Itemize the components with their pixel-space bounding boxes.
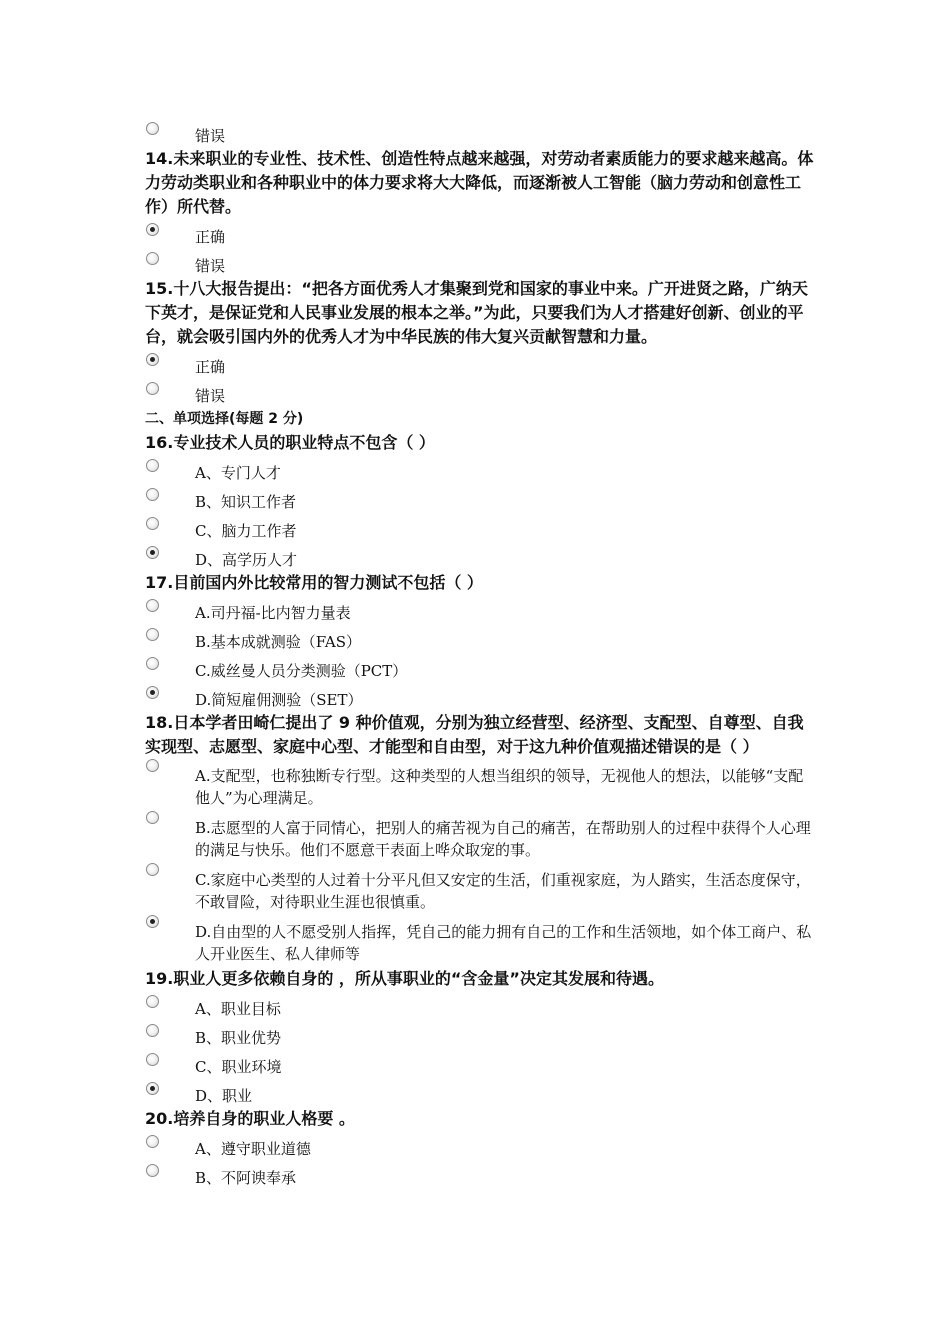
answer-option[interactable]: [145, 915, 815, 967]
option-label: 错误: [195, 257, 226, 275]
question-text: 18.日本学者田崎仁提出了 9 种价值观，分别为独立经营型、经济型、支配型、自尊型、自我实现型、志愿型、家庭中心型、才能型和自由型，对于这九种价值观描述错误的是（ ）: [145, 713, 804, 756]
radio-checked-icon[interactable]: [146, 1082, 159, 1095]
radio-unchecked-icon[interactable]: [146, 1053, 159, 1066]
answer-option[interactable]: [145, 863, 815, 915]
radio-unchecked-icon[interactable]: [146, 517, 159, 530]
option-label: D、高学历人才: [195, 551, 298, 569]
option-label: 正确: [195, 358, 226, 376]
radio-checked-icon[interactable]: [146, 223, 159, 236]
answer-option[interactable]: [145, 248, 815, 277]
option-label: B、不阿谀奉承: [195, 1169, 297, 1187]
radio-unchecked-icon[interactable]: [146, 382, 159, 395]
question-text: 19.职业人更多依赖自身的 ，所从事职业的“含金量”决定其发展和待遇。: [145, 969, 664, 988]
option-label: D.自由型的人不愿受别人指挥，凭自己的能力拥有自己的工作和生活领地，如个体工商户、私人开业医生、私人律师等: [195, 923, 812, 963]
radio-checked-icon[interactable]: [146, 353, 159, 366]
answer-option[interactable]: [145, 513, 815, 542]
option-label: B.基本成就测验（FAS）: [195, 633, 362, 651]
answer-option[interactable]: [145, 759, 815, 811]
option-label: C.威丝曼人员分类测验（PCT）: [195, 662, 408, 680]
answer-option[interactable]: [145, 1078, 815, 1107]
option-label: D、职业: [195, 1087, 253, 1105]
option-label: 正确: [195, 228, 226, 246]
option-label: C、脑力工作者: [195, 522, 297, 540]
option-label: B、知识工作者: [195, 493, 297, 511]
radio-unchecked-icon[interactable]: [146, 657, 159, 670]
option-label: A、遵守职业道德: [195, 1140, 311, 1158]
answer-option[interactable]: [145, 349, 815, 378]
question-text: 16.专业技术人员的职业特点不包含（ ）: [145, 433, 435, 452]
radio-unchecked-icon[interactable]: [146, 488, 159, 501]
radio-checked-icon[interactable]: [146, 686, 159, 699]
answer-option[interactable]: [145, 378, 815, 407]
section-heading: 二、单项选择(每题 2 分): [145, 411, 304, 427]
radio-unchecked-icon[interactable]: [146, 1024, 159, 1037]
option-label: C、职业环境: [195, 1058, 282, 1076]
radio-unchecked-icon[interactable]: [146, 1164, 159, 1177]
option-label: A、职业目标: [195, 1000, 281, 1018]
question-text: 14.未来职业的专业性、技术性、创造性特点越来越强，对劳动者素质能力的要求越来越高。体力劳动类职业和各种职业中的体力要求将大大降低，而逐渐被人工智能（脑力劳动和创意性工作）所代替。: [145, 149, 814, 216]
radio-unchecked-icon[interactable]: [146, 811, 159, 824]
answer-option[interactable]: [145, 1020, 815, 1049]
question-text: 15.十八大报告提出：“把各方面优秀人才集聚到党和国家的事业中来。广开进贤之路，广纳天下英才，是保证党和人民事业发展的根本之举。”为此，只要我们为人才搭建好创新、创业的平台，就会吸引国内外的优秀人才为中华民族的伟大复兴贡献智慧和力量。: [145, 279, 808, 346]
answer-option[interactable]: [145, 118, 815, 147]
answer-option[interactable]: [145, 219, 815, 248]
option-label: A、专门人才: [195, 464, 281, 482]
radio-unchecked-icon[interactable]: [146, 599, 159, 612]
radio-unchecked-icon[interactable]: [146, 628, 159, 641]
option-label: D.简短雇佣测验（SET）: [195, 691, 363, 709]
answer-option[interactable]: [145, 811, 815, 863]
option-label: A.司丹福-比内智力量表: [195, 604, 351, 622]
radio-unchecked-icon[interactable]: [146, 863, 159, 876]
radio-unchecked-icon[interactable]: [146, 122, 159, 135]
radio-unchecked-icon[interactable]: [146, 759, 159, 772]
radio-unchecked-icon[interactable]: [146, 252, 159, 265]
question-text: 20.培养自身的职业人格要 。: [145, 1109, 355, 1128]
answer-option[interactable]: [145, 455, 815, 484]
option-label: 错误: [195, 127, 226, 145]
radio-checked-icon[interactable]: [146, 546, 159, 559]
exam-page: [145, 118, 815, 1189]
answer-option[interactable]: [145, 624, 815, 653]
answer-option[interactable]: [145, 1160, 815, 1189]
answer-option[interactable]: [145, 484, 815, 513]
radio-unchecked-icon[interactable]: [146, 1135, 159, 1148]
question-text: 17.目前国内外比较常用的智力测试不包括（ ）: [145, 573, 483, 592]
radio-unchecked-icon[interactable]: [146, 995, 159, 1008]
radio-unchecked-icon[interactable]: [146, 459, 159, 472]
answer-option[interactable]: [145, 595, 815, 624]
answer-option[interactable]: [145, 682, 815, 711]
answer-option[interactable]: [145, 1131, 815, 1160]
answer-option[interactable]: [145, 991, 815, 1020]
answer-option[interactable]: [145, 653, 815, 682]
option-label: C.家庭中心类型的人过着十分平凡但又安定的生活，们重视家庭，为人踏实，生活态度保守，不敢冒险，对待职业生涯也很慎重。: [195, 871, 811, 911]
option-label: 错误: [195, 387, 226, 405]
answer-option[interactable]: [145, 542, 815, 571]
option-label: B、职业优势: [195, 1029, 282, 1047]
answer-option[interactable]: [145, 1049, 815, 1078]
option-label: B.志愿型的人富于同情心，把别人的痛苦视为自己的痛苦，在帮助别人的过程中获得个人心理的满足与快乐。他们不愿意干表面上哗众取宠的事。: [195, 819, 811, 859]
radio-checked-icon[interactable]: [146, 915, 159, 928]
option-label: A.支配型，也称独断专行型。这种类型的人想当组织的领导，无视他人的想法，以能够“支配他人”为心理满足。: [195, 767, 804, 807]
